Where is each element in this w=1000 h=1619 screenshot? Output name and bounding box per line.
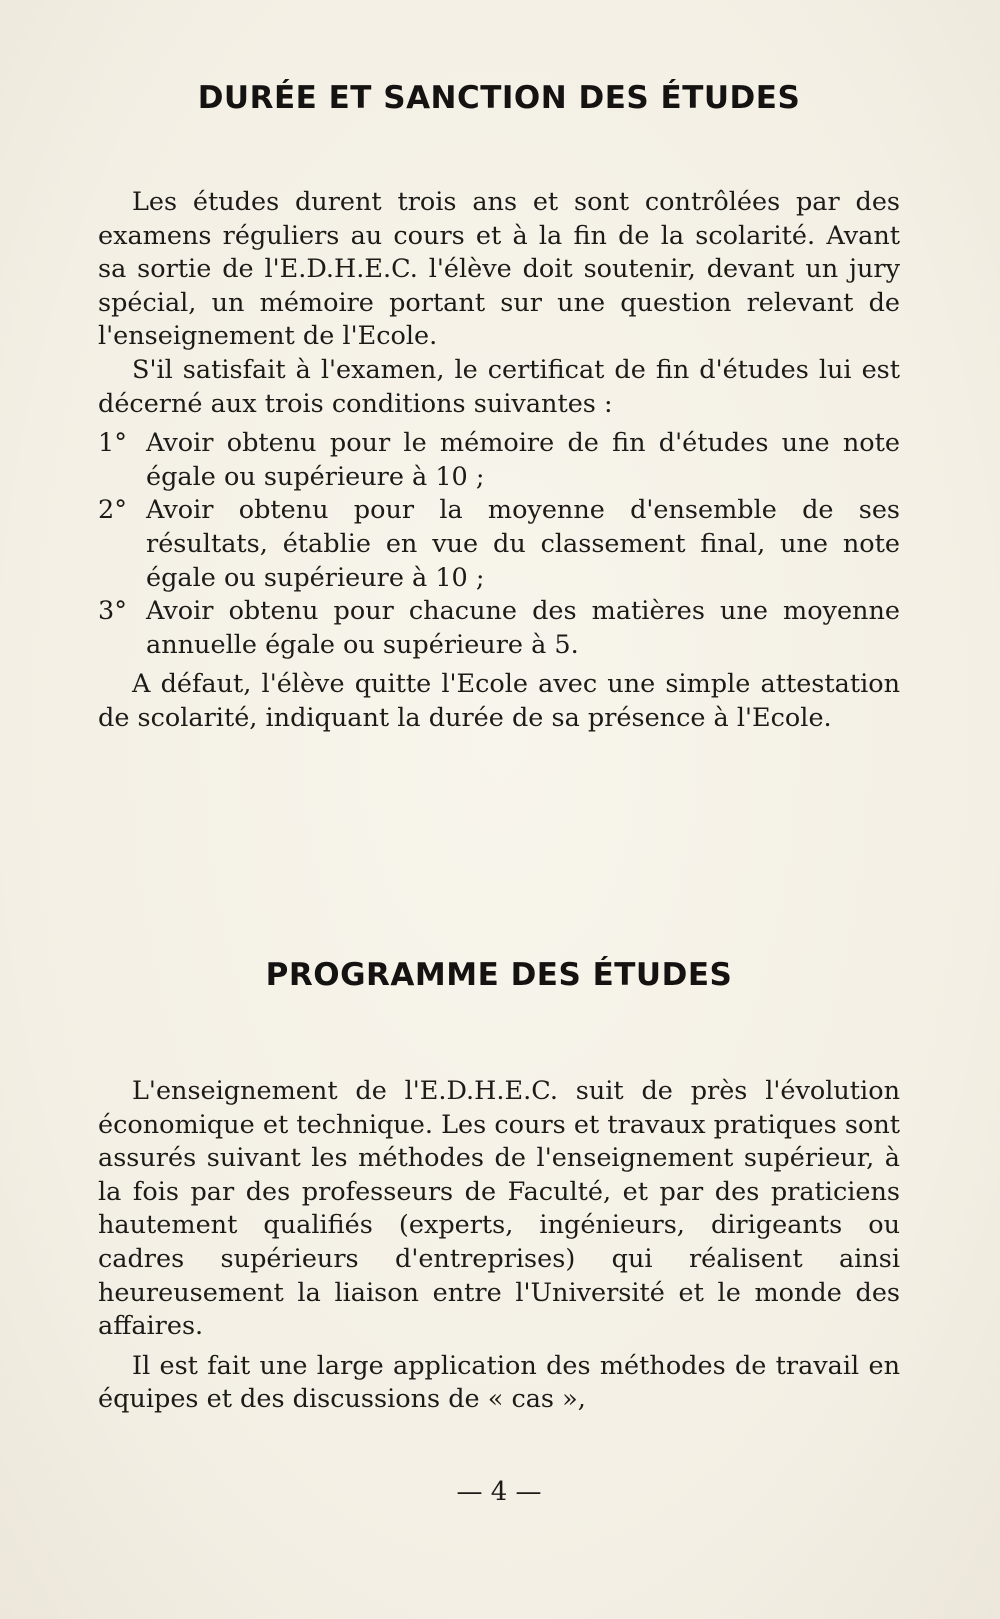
list-item bbox=[98, 427, 900, 494]
page-number: — 4 — bbox=[456, 1477, 542, 1507]
list-item-number: 3° bbox=[98, 596, 127, 627]
paragraph: A défaut, l'élève quitte l'Ecole avec une simple attestation de scolarité, indiquant la durée de sa présence à l'Ecole. bbox=[98, 669, 900, 733]
list-item-text: Avoir obtenu pour la moyenne d'ensemble de ses résultats, établie en vue du classement final, une note égale ou supérieure à 10 ; bbox=[146, 495, 900, 593]
list-item-number: 2° bbox=[98, 495, 127, 526]
paragraph: S'il satisfait à l'examen, le certificat de fin d'études lui est décerné aux trois conditions suivantes : bbox=[98, 354, 900, 419]
list-item bbox=[98, 494, 900, 595]
paragraph: L'enseignement de l'E.D.H.E.C. suit de près l'évolution économique et technique. Les cours et travaux pratiques sont assurés suivant les méthodes de l'enseignement supérieur, à la fois par des professeurs de Faculté, et par des praticiens hautement qualifiés (experts, ingénieurs, dirigeants ou cadres supérieurs d'entreprises) qui réalisent ainsi heureusement la liaison entre l'Université et le monde des affaires. bbox=[98, 1076, 900, 1342]
section-body-duree bbox=[98, 186, 900, 736]
list-item-text: Avoir obtenu pour le mémoire de fin d'études une note égale ou supérieure à 10 ; bbox=[146, 428, 900, 492]
list-item bbox=[98, 595, 900, 662]
section-title-duree: DURÉE ET SANCTION DES ÉTUDES bbox=[197, 80, 801, 116]
conditions-list bbox=[98, 427, 900, 662]
list-item-number: 1° bbox=[98, 428, 127, 459]
paragraph: Les études durent trois ans et sont contrôlées par des examens réguliers au cours et à la fin de la scolarité. Avant sa sortie de l'E.D.H.E.C. l'élève doit soutenir, devant un jury spécial, un mémoire portant sur une question relevant de l'enseignement de l'Ecole. bbox=[98, 187, 900, 352]
list-item-text: Avoir obtenu pour chacune des matières une moyenne annuelle égale ou supérieure à 5. bbox=[146, 596, 900, 660]
section-body-programme bbox=[98, 1075, 900, 1417]
paragraph: Il est fait une large application des méthodes de travail en équipes et des discussions de « cas », bbox=[98, 1350, 900, 1415]
section-title-programme: PROGRAMME DES ÉTUDES bbox=[265, 957, 733, 993]
